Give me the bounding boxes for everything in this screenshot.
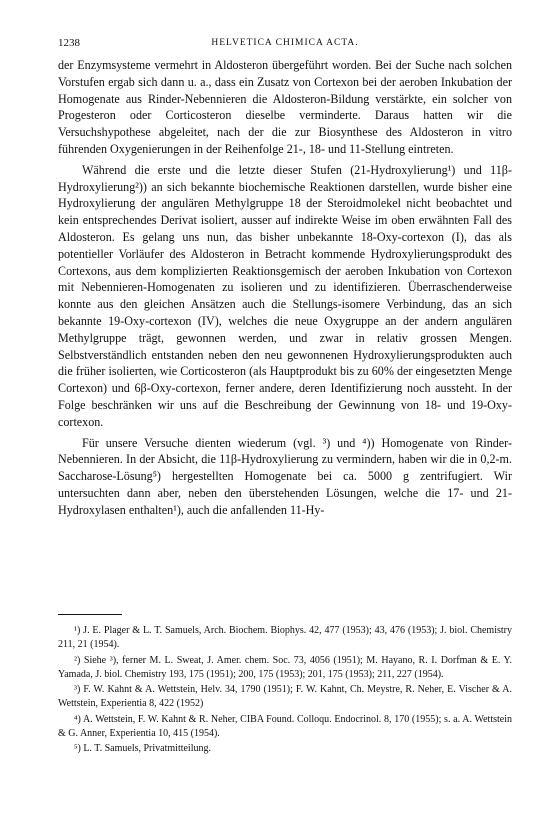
page-number: 1238 xyxy=(58,37,80,49)
main-text xyxy=(58,57,512,523)
footnote-divider xyxy=(58,614,122,615)
paragraph-2: Während die erste und die letzte dieser Stufen (21-Hydroxylierung¹) und 11β-Hydroxylierung²)) an sich bekannte biochemische Reaktionen darstellen, wurde bisher eine Hydroxylierung der angulären Methylgruppe 18 der Steroidmolekel nicht beobachtet und kein entsprechendes Derivat isoliert, ausser auf indirekte Weise im oben erwähnten Fall des Aldosteron. Es gelang uns nun, das bisher unbekannte 18-Oxy-cortexon (I), das als potentieller Vorläufer des Aldosteron in Betracht kommende Hydroxylierungsprodukt des Cortexons, aus dem komplizierten Reaktionsgemisch der aeroben Inkubation von Cortexon mit Nebennieren-Homogenaten zu isolieren und zu identifizieren. Überraschenderweise konnte aus den gleichen Ansätzen auch die Stellungs-isomere Verbindung, das an sich bekannte 19-Oxy-cortexon (IV), welches die neue Oxygruppe an der andern angulären Methylgruppe trägt, gewonnen werden, und zwar in relativ grossen Mengen. Selbstverständlich entstanden neben den neu gewonnenen Hydroxylierungsprodukten auch die früher isolierten, wie Corticosteron (als Hauptprodukt bis zu 60% der eingesetzten Menge Cortexon) und 6β-Oxy-cortexon, ferner andere, deren Identifizierung noch aussteht. In der Folge beschränken wir uns auf die Beschreibung der Gewinnung von 18- und 19-Oxy-cortexon. xyxy=(58,162,512,429)
footnote-2: ²) Siehe ³), ferner M. L. Sweat, J. Amer. chem. Soc. 73, 4056 (1951); M. Hayano, R. I. Dorfman & E. Y. Yamada, J. biol. Chemistry 193, 175 (1951); 200, 175 (1953); 201, 175 (1953); 211, 227 (1954). xyxy=(58,654,512,680)
footnote-1: ¹) J. E. Plager & L. T. Samuels, Arch. Biochem. Biophys. 42, 477 (1953); 43, 476 (1953); J. biol. Chemistry 211, 21 (1954). xyxy=(58,625,512,651)
footnote-3: ³) F. W. Kahnt & A. Wettstein, Helv. 34, 1790 (1951); F. W. Kahnt, Ch. Meystre, R. Neher, E. Vischer & A. Wettstein, Experientia 8, 422 (1952) xyxy=(58,684,512,710)
journal-title: HELVETICA CHIMICA ACTA. xyxy=(211,38,359,48)
footnote-5: ⁵) L. T. Samuels, Privatmitteilung. xyxy=(74,743,211,755)
page-header xyxy=(58,36,512,50)
footnotes xyxy=(58,624,512,758)
footnote-4: ⁴) A. Wettstein, F. W. Kahnt & R. Neher, CIBA Found. Colloqu. Endocrinol. 8, 170 (1955); s. a. A. Wettstein & G. Anner, Experientia 10, 415 (1954). xyxy=(58,713,512,740)
paragraph-1: der Enzymsysteme vermehrt in Aldosteron übergeführt worden. Bei der Suche nach solchen Vorstufen ergab sich dann u. a., dass ein Zusatz von Cortexon bei der aeroben Inkubation der Homogenate aus Rinder-Nebennieren die Aldosteron-Bildung verstärkte, ein solcher von Progesteron oder Corticosteron dieselbe verminderte. Daraus hatten wir die Versuchshypothese abgeleitet, nach der die zur Biosynthese des Aldosteron in vitro führenden Oxygenierungen in der Reihenfolge 21-, 18- und 11-Stellung eintreten. xyxy=(58,58,512,156)
paragraph-3: Für unsere Versuche dienten wiederum (vgl. ³) und ⁴)) Homogenate von Rinder-Nebennieren. In der Absicht, die 11β-Hydroxylierung zu vermindern, haben wir die in 0,2-m. Saccharose-Lösung⁵) hergestellten Homogenate bei ca. 5000 g zentrifugiert. Wir untersuchten dann aber, neben den überstehenden Lösungen, welche die 17- und 21-Hydroxylasen enthalten¹), auch die anfallenden 11-Hy- xyxy=(58,435,512,517)
